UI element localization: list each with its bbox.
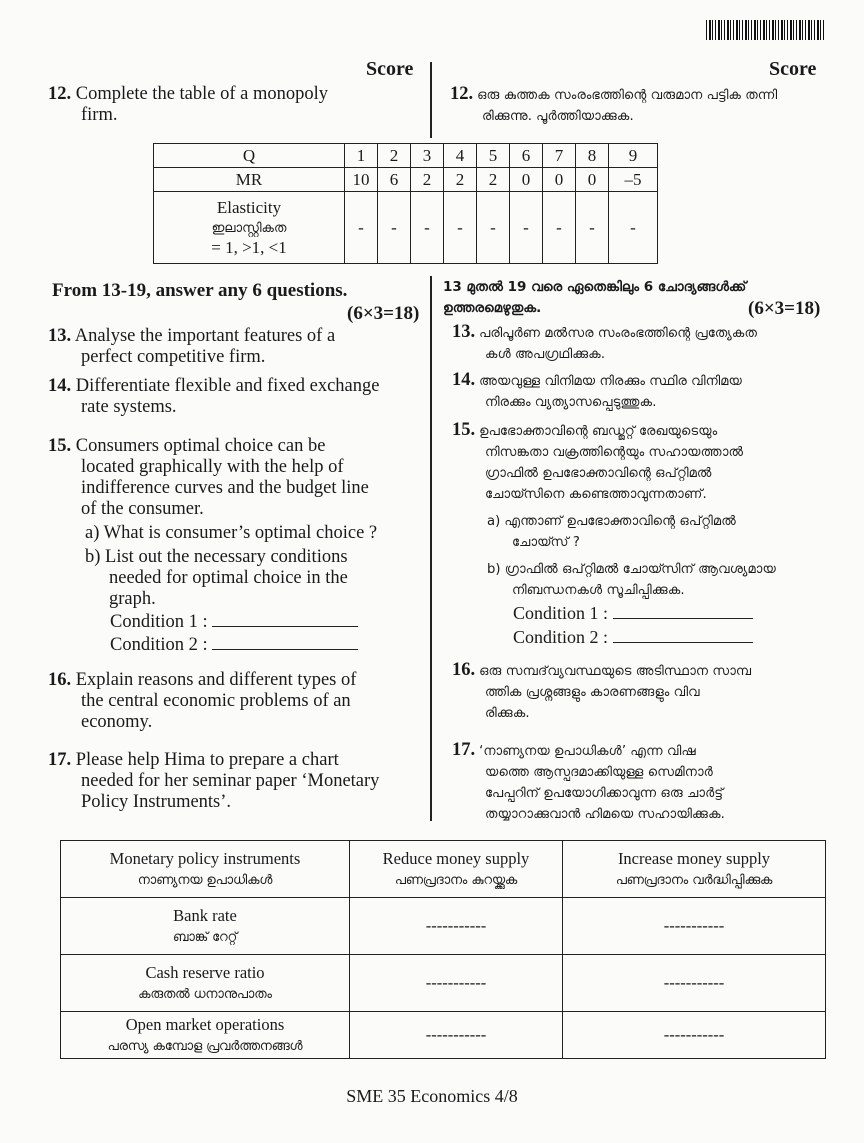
condition-1-answer-blank[interactable]	[613, 604, 753, 619]
page-footer: SME 35 Economics 4/8	[346, 1086, 518, 1106]
column-divider-top	[430, 62, 432, 138]
section-marks-en: (6×3=18)	[347, 303, 420, 324]
answer-blank[interactable]: -----------	[350, 955, 563, 1012]
chart-header-row: Monetary policy instruments നാണ്യനയ ഉപാധികൾ Reduce money supply പണപ്രദാനം കുറയ്ക്കുക Increase money supply പണപ്രദാനം വർദ്ധിപ്പിക്കുക	[61, 841, 826, 898]
column-divider-main	[430, 276, 432, 821]
section-title-ml: 13 മുതൽ 19 വരെ ഏതെങ്കിലും 6 ചോദ്യങ്ങൾക്ക് ഉത്തരമെഴുതുക.	[443, 279, 747, 316]
question-15a-ml: a) എന്താണ് ഉപഭോക്താവിന്റെ ഒപ്റ്റിമൽ ചോയ്സ് ?	[487, 514, 736, 550]
question-15-en: 15. Consumers optimal choice can be located graphically with the help of indifference curves and the budget line of the consumer. a) What is consumer’s optimal choice ? b) List out the necessary conditions needed for optimal choice in the graph. Condition 1 : Condition 2 :	[48, 436, 378, 655]
question-14-en: 14. Differentiate flexible and fixed exchange rate systems.	[48, 376, 380, 417]
answer-blank[interactable]: -----------	[563, 898, 826, 955]
question-16-en: 16. Explain reasons and different types of the central economic problems of an economy.	[48, 670, 357, 732]
score-label-right: Score	[769, 58, 817, 80]
question-15b-ml: b) ഗ്രാഫിൽ ഒപ്റ്റിമൽ ചോയ്സിന് ആവശ്യമായ നിബന്ധനകൾ സൂചിപ്പിക്കുക.	[487, 562, 776, 598]
row-marginal-revenue: MR 10 6 2 2 2 0 0 0 –5	[154, 168, 658, 192]
monopoly-revenue-table	[153, 143, 658, 264]
question-13-en: 13. Analyse the important features of a perfect competitive firm.	[48, 326, 336, 367]
question-17-ml: 17. ‘നാണ്യനയ ഉപാധികൾ’ എന്ന വിഷ യത്തെ ആസ്പദമാക്കിയുള്ള സെമിനാർ പേപ്പറിന് ഉപയോഗിക്കാവുന്ന ഒരു ചാർട്ട് തയ്യാറാക്കുവാൻ ഹിമയെ സഹായിക്കുക.	[452, 740, 725, 822]
question-15b-en: b) List out the necessary conditions needed for optimal choice in the graph.	[85, 547, 348, 609]
answer-blank[interactable]: -----------	[350, 1012, 563, 1059]
question-number: 12.	[450, 84, 474, 104]
condition-2-answer-blank[interactable]	[613, 628, 753, 643]
question-17-en: 17. Please help Hima to prepare a chart needed for her seminar paper ‘Monetary Policy Instruments’.	[48, 750, 380, 812]
chart-row-open-market-operations: Open market operations പരസ്യ കമ്പോള പ്രവർത്തനങ്ങൾ ----------- -----------	[61, 1012, 826, 1059]
answer-blank[interactable]: -----------	[350, 898, 563, 955]
condition-1-en: Condition 1 :	[48, 612, 377, 633]
section-marks-ml: (6×3=18)	[748, 298, 821, 319]
question-15-ml: 15. ഉപഭോക്താവിന്റെ ബഡ്ജറ്റ് രേഖയുടെയും നിസങ്കതാ വക്രത്തിന്റെയും സഹായത്താൽ ഗ്രാഫിൽ ഉപഭോക്താവിന്റെ ഒപ്റ്റിമൽ ചോയ്സിനെ കണ്ടെത്താവുന്നതാണ്. a) എന്താണ് ഉപഭോക്താവിന്റെ ഒപ്റ്റിമൽ ചോയ്സ് ? b) ഗ്രാഫിൽ ഒപ്റ്റിമൽ ചോയ്സിന് ആവശ്യമായ നിബന്ധനകൾ സൂചിപ്പിക്കുക. Condition 1 : Condition 2 :	[452, 420, 776, 647]
question-14-ml: 14. അയവുള്ള വിനിമയ നിരക്കും സ്ഥിര വിനിമയ നിരക്കും വ്യത്യാസപ്പെടുത്തുക.	[452, 370, 742, 410]
chart-row-cash-reserve-ratio: Cash reserve ratio കരുതൽ ധനാനുപാതം ----------- -----------	[61, 955, 826, 1012]
question-13-ml: 13. പരിപൂർണ മൽസര സംരംഭത്തിന്റെ പ്രത്യേകത കൾ അപഗ്രഥിക്കുക.	[452, 322, 758, 362]
question-12-ml: 12. ഒരു കുത്തക സംരംഭത്തിന്റെ വരുമാന പട്ടിക തന്നി രിക്കുന്നു. പൂർത്തിയാക്കുക.	[450, 84, 778, 124]
answer-blank[interactable]: -----------	[563, 1012, 826, 1059]
condition-1-answer-blank[interactable]	[212, 612, 358, 627]
question-12-en: 12. Complete the table of a monopoly firm.	[48, 84, 329, 125]
condition-1-ml: Condition 1 :	[452, 603, 776, 624]
question-16-ml: 16. ഒരു സമ്പദ്‌വ്യവസ്ഥയുടെ അടിസ്ഥാന സാമ്പ ത്തിക പ്രശ്നങ്ങളും കാരണങ്ങളും വിവ രിക്കുക.	[452, 660, 752, 721]
question-15a-en: a) What is consumer’s optimal choice ?	[85, 523, 378, 543]
chart-row-bank-rate: Bank rate ബാങ്ക് റേറ്റ് ----------- -----------	[61, 898, 826, 955]
question-number: 12.	[48, 84, 72, 104]
row-elasticity: Elasticity ഇലാസ്റ്റികത = 1, >1, <1 - - - - - - - - -	[154, 192, 658, 264]
condition-2-en: Condition 2 :	[48, 635, 377, 656]
condition-2-ml: Condition 2 :	[452, 627, 776, 648]
section-title-en: From 13-19, answer any 6 questions.	[52, 280, 348, 301]
score-label-left: Score	[366, 58, 414, 80]
monetary-policy-chart	[60, 840, 826, 1059]
row-quantity: Q 1 2 3 4 5 6 7 8 9	[154, 144, 658, 168]
condition-2-answer-blank[interactable]	[212, 635, 358, 650]
barcode	[706, 20, 824, 40]
answer-blank[interactable]: -----------	[563, 955, 826, 1012]
